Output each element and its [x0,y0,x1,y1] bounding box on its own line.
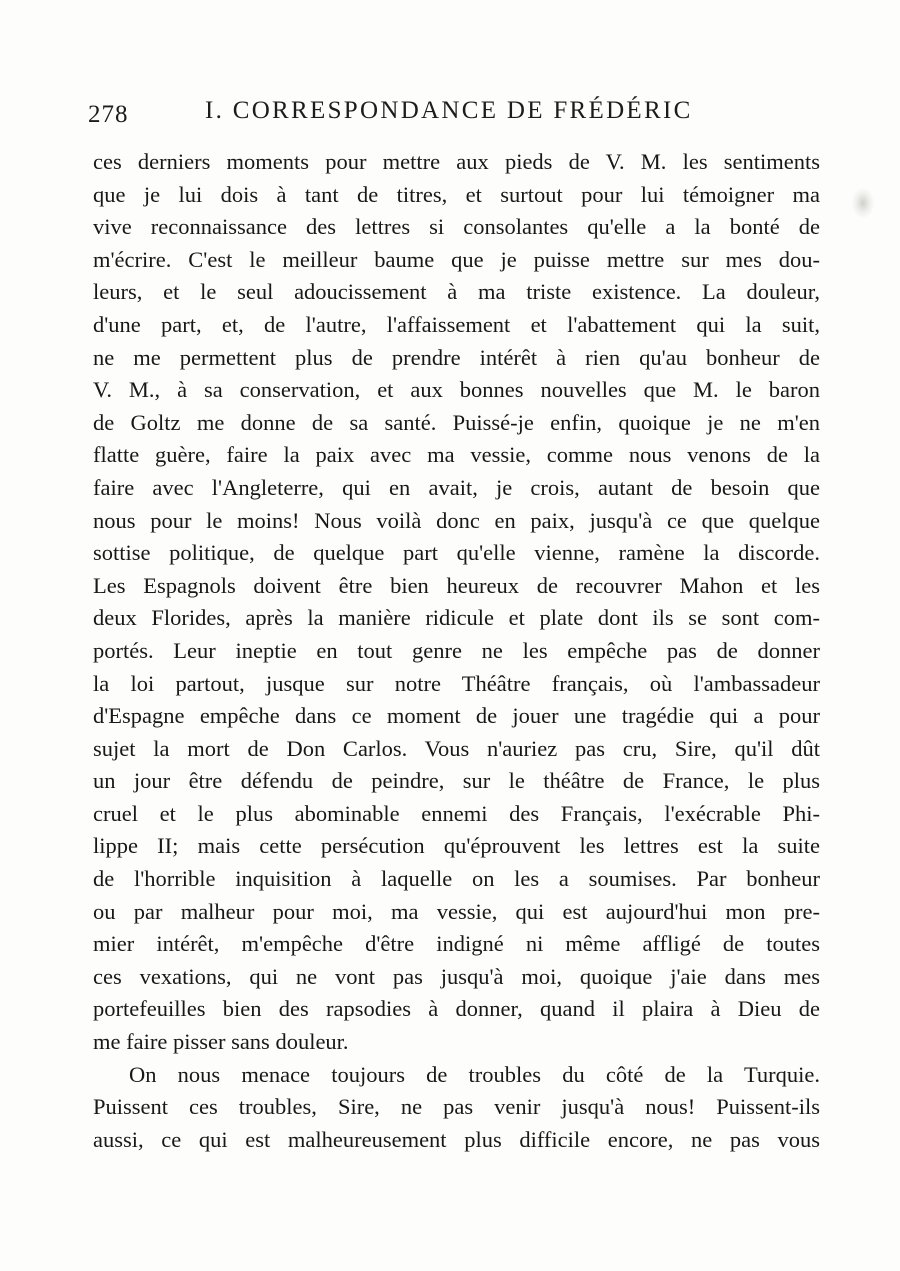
text-line: ou par malheur pour moi, ma vessie, qui est aujourd'hui mon pre- [93,898,820,924]
text-line: Les Espagnols doivent être bien heureux de recouvrer Mahon et les [93,572,820,598]
text-line: V. M., à sa conservation, et aux bonnes nouvelles que M. le baron [93,377,820,403]
text-line: sottise politique, de quelque part qu'elle vienne, ramène la discorde. [93,540,820,566]
text-line: portefeuilles bien des rapsodies à donner, quand il plaira à Dieu de [93,996,820,1022]
text-line: de Goltz me donne de sa santé. Puissé-je enfin, quoique je ne m'en [93,409,820,435]
text-line: ces derniers moments pour mettre aux pieds de V. M. les sentiments [93,149,820,174]
paragraph-first-line: On nous menace toujours de troubles du côté de la Turquie. [129,1061,820,1087]
text-line: faire avec l'Angleterre, qui en avait, je crois, autant de besoin que [93,474,820,500]
text-line: flatte guère, faire la paix avec ma vessie, comme nous venons de la [93,442,820,468]
text-line: lippe II; mais cette persécution qu'éprouvent les lettres est la suite [93,833,820,859]
text-line: nous pour le moins! Nous voilà donc en paix, jusqu'à ce que quelque [93,507,820,533]
text-line: que je lui dois à tant de titres, et surtout pour lui témoigner ma [93,181,820,207]
page-number: 278 [88,101,129,128]
text-line: un jour être défendu de peindre, sur le théâtre de France, le plus [93,768,820,794]
text-line: Puissent ces troubles, Sire, ne pas venir jusqu'à nous! Puissent-ils [93,1094,820,1120]
text-line: la loi partout, jusque sur notre Théâtre français, où l'ambassadeur [93,670,820,696]
text-line: mier intérêt, m'empêche d'être indigné ni même affligé de toutes [93,931,820,957]
paper-smudge [852,188,874,218]
text-line: ne me permettent plus de prendre intérêt à rien qu'au bonheur de [93,344,820,370]
text-line: sujet la mort de Don Carlos. Vous n'auriez pas cru, Sire, qu'il dût [93,735,820,761]
text-line: vive reconnaissance des lettres si consolantes qu'elle a la bonté de [93,214,820,240]
text-line: aussi, ce qui est malheureusement plus difficile encore, ne pas vous [93,1126,820,1152]
text-line: d'une part, et, de l'autre, l'affaissement et l'abattement qui la suit, [93,311,820,337]
text-line: m'écrire. C'est le meilleur baume que je puisse mettre sur mes dou- [93,246,820,272]
text-line: leurs, et le seul adoucissement à ma triste existence. La douleur, [93,279,820,305]
text-line: de l'horrible inquisition à laquelle on les a soumises. Par bonheur [93,866,820,892]
paragraph-end-line: me faire pisser sans douleur. [93,1029,349,1055]
running-head: I. CORRESPONDANCE DE FRÉDÉRIC [205,97,693,124]
page-header [88,97,828,137]
text-line: deux Florides, après la manière ridicule et plate dont ils se sont com- [93,605,820,631]
text-line: d'Espagne empêche dans ce moment de jouer une tragédie qui a pour [93,703,820,729]
text-line: cruel et le plus abominable ennemi des Français, l'exécrable Phi- [93,800,820,826]
text-line: portés. Leur ineptie en tout genre ne les empêche pas de donner [93,637,820,663]
letter-text [93,146,820,1156]
text-line: ces vexations, qui ne vont pas jusqu'à moi, quoique j'aie dans mes [93,963,820,989]
